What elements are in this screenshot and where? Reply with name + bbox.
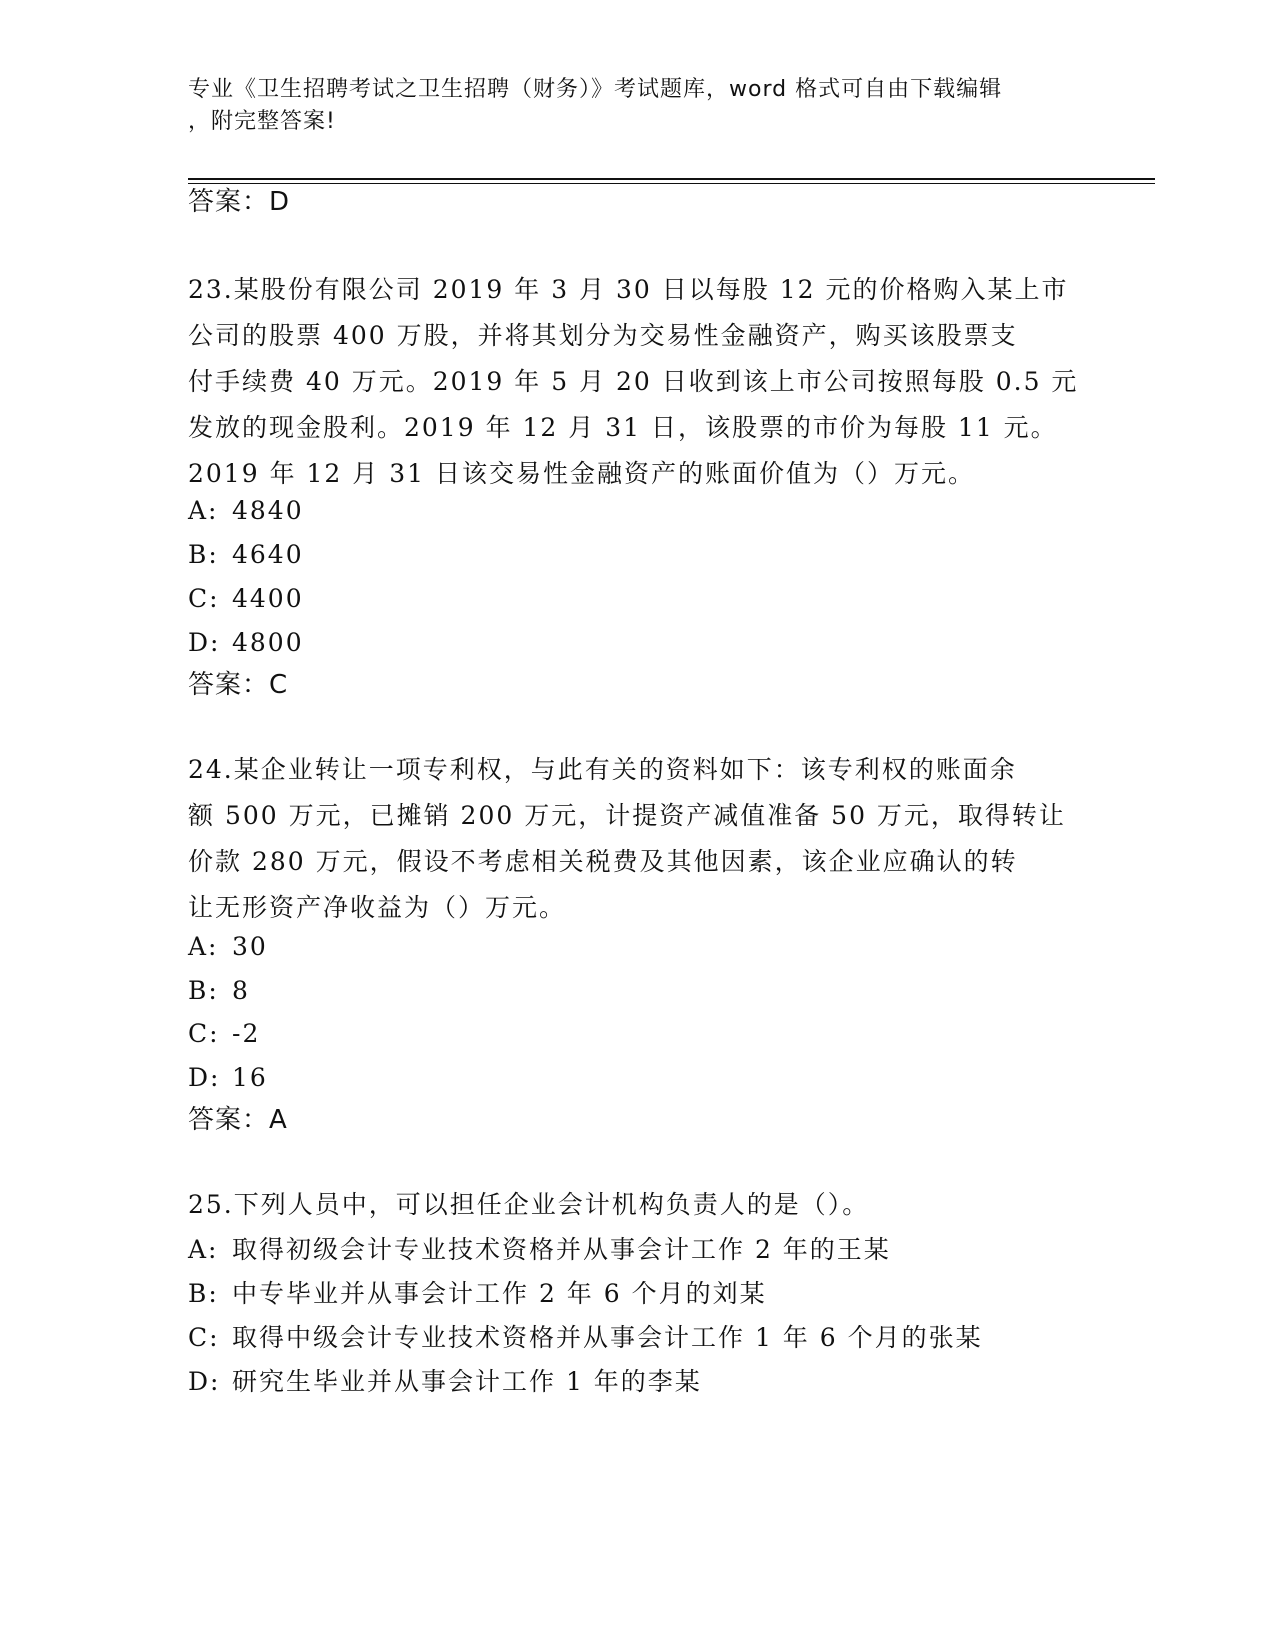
question-24-option-b [188,974,250,1008]
question-line: 额 500 万元，已摊销 200 万元，计提资产减值准备 50 万元，取得转让 [188,801,1066,830]
question-24-option-c [188,1017,260,1051]
question-line: 23.某股份有限公司 2019 年 3 月 30 日以每股 12 元的价格购入某上市 [188,275,1069,304]
question-25-option-b [188,1277,767,1311]
option-text: 4640 [232,540,304,569]
question-24-option-d [188,1061,268,1095]
header-rule-thick [188,178,1155,180]
option-text: 4400 [232,584,304,613]
question-line: 让无形资产净收益为（）万元。 [188,893,567,922]
answer-previous: 答案：D [188,187,291,217]
option-letter: A: [188,1235,219,1264]
option-letter: B: [188,976,219,1005]
question-line: 24.某企业转让一项专利权，与此有关的资料如下：该专利权的账面余 [188,755,1017,784]
header-rule-thin [188,183,1155,184]
option-letter: C: [188,1323,220,1352]
question-line: 发放的现金股利。2019 年 12 月 31 日，该股票的市价为每股 11 元。 [188,413,1058,442]
question-23-text [188,267,1088,497]
question-25-text [188,1182,1088,1228]
option-text: 16 [232,1063,268,1092]
option-text: 取得中级会计专业技术资格并从事会计工作 1 年 6 个月的张某 [232,1323,983,1352]
question-23-option-d [188,626,304,660]
option-text: 取得初级会计专业技术资格并从事会计工作 2 年的王某 [232,1235,891,1264]
option-letter: C: [188,1019,220,1048]
option-letter: B: [188,1279,219,1308]
header-line-1: 专业《卫生招聘考试之卫生招聘（财务）》考试题库，word 格式可自由下载编辑 [188,77,1003,102]
option-text: 中专毕业并从事会计工作 2 年 6 个月的刘某 [232,1279,767,1308]
option-text: 8 [232,976,250,1005]
option-letter: D: [188,1063,221,1092]
question-line: 公司的股票 400 万股，并将其划分为交易性金融资产，购买该股票支 [188,321,1018,350]
question-line: 付手续费 40 万元。2019 年 5 月 20 日收到该上市公司按照每股 0.5 元 [188,367,1079,396]
option-text: -2 [232,1019,261,1048]
question-25-option-d [188,1365,702,1399]
question-25-option-a [188,1233,891,1267]
question-line: 价款 280 万元，假设不考虑相关税费及其他因素，该企业应确认的转 [188,847,1018,876]
option-letter: B: [188,540,219,569]
option-text: 4840 [232,496,304,525]
option-letter: C: [188,584,220,613]
question-24-option-a [188,930,268,964]
option-letter: A: [188,932,219,961]
question-24-answer: 答案：A [188,1105,288,1135]
option-letter: D: [188,628,221,657]
question-23-answer: 答案：C [188,670,289,700]
question-24-text [188,747,1088,931]
option-text: 4800 [232,628,304,657]
question-23-option-a [188,494,304,528]
question-line: 25.下列人员中，可以担任企业会计机构负责人的是（）。 [188,1190,870,1219]
question-line: 2019 年 12 月 31 日该交易性金融资产的账面价值为（）万元。 [188,459,975,488]
question-25-option-c [188,1321,983,1355]
option-text: 研究生毕业并从事会计工作 1 年的李某 [232,1367,702,1396]
option-letter: A: [188,496,219,525]
question-23-option-b [188,538,304,572]
page-header [188,74,1068,138]
option-text: 30 [232,932,268,961]
header-line-2: ，附完整答案! [188,109,336,134]
question-23-option-c [188,582,304,616]
option-letter: D: [188,1367,221,1396]
